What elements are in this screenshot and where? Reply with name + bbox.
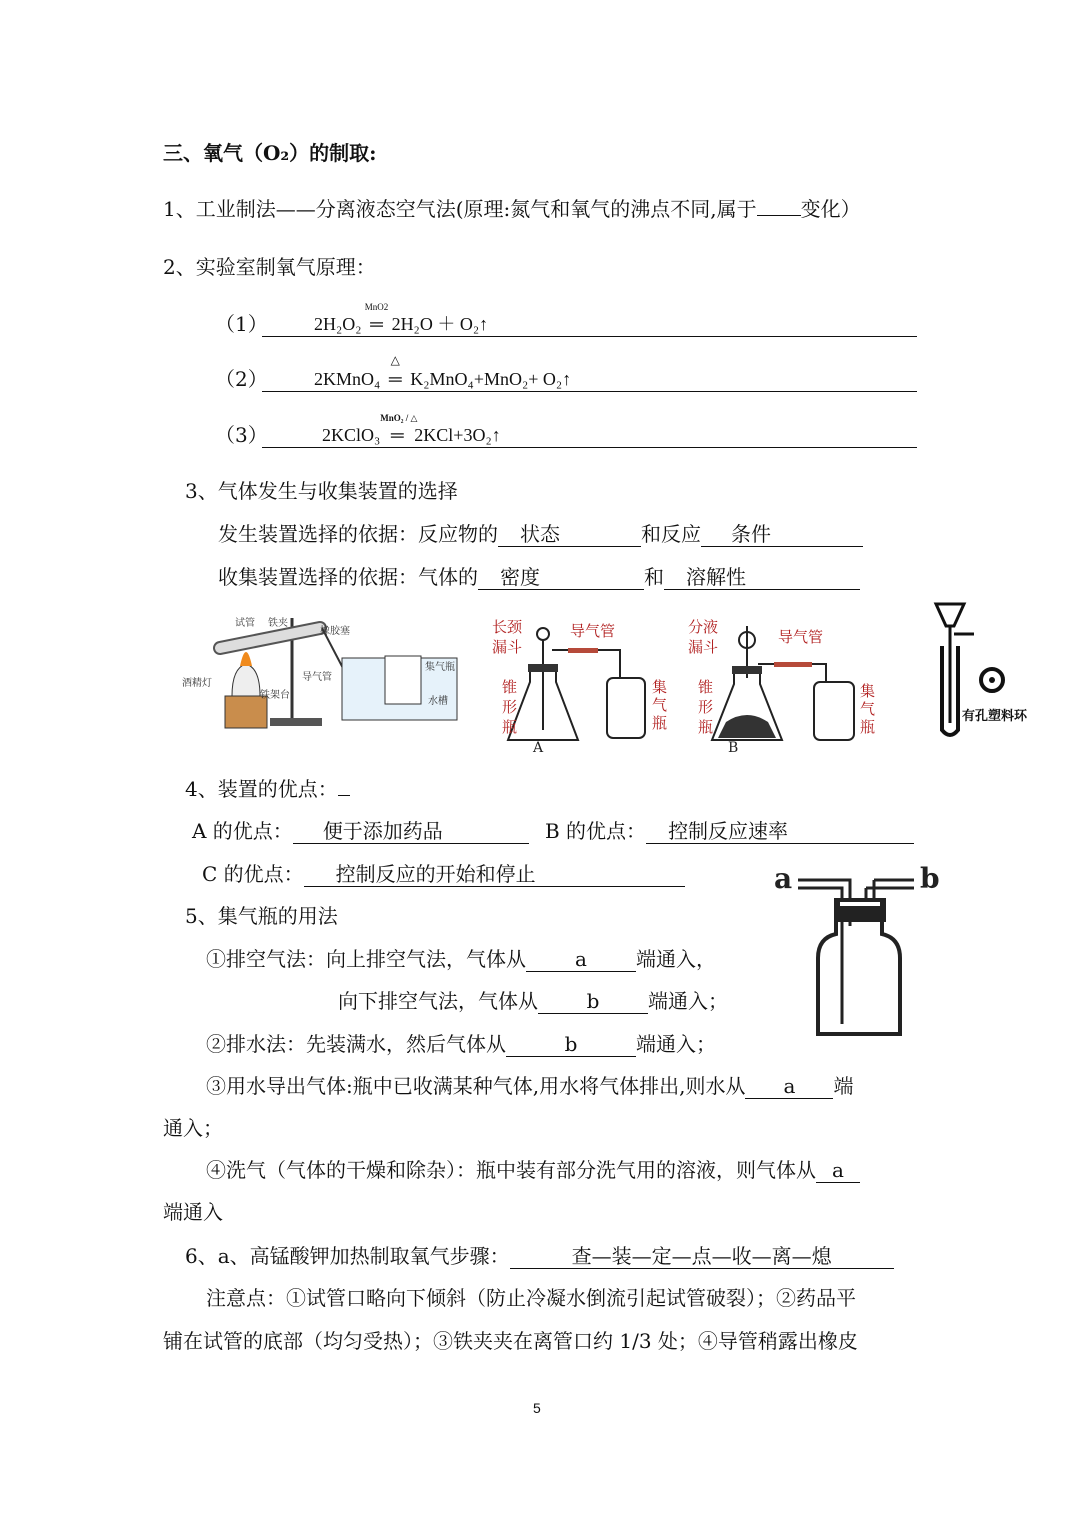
collector-answer-1: 密度: [478, 565, 644, 590]
generator-answer-2: 条件: [701, 522, 863, 547]
gas-washing-method: ④洗气（气体的干燥和除杂）：瓶中装有部分洗气用的溶液，则气体从 a: [206, 1158, 860, 1183]
industrial-method-blank: [757, 215, 801, 216]
label-a-funnel-2: 漏斗: [492, 638, 523, 656]
advantage-a: A 的优点： 便于添加药品: [192, 819, 529, 844]
label-c-ring: 有孔塑料环: [962, 709, 1028, 724]
label-b-jar-2: 气: [860, 700, 876, 718]
label-a-tube: 导气管: [570, 622, 616, 640]
downward-air-answer: b: [538, 989, 648, 1014]
water-displacement-method: ②排水法：先装满水，然后气体从 b 端通入；: [206, 1032, 716, 1056]
label-stand: 铁架台: [260, 690, 290, 701]
gas-washing-answer: a: [816, 1158, 860, 1183]
s3-title: 3、气体发生与收集装置的选择: [185, 479, 458, 503]
water-displacement-answer: b: [506, 1032, 636, 1057]
heating-apparatus-figure: [180, 608, 465, 733]
section-title: 三、氧气（O₂）的制取:: [163, 141, 377, 165]
label-a: A: [533, 740, 544, 756]
s4-title: 4、装置的优点：: [185, 777, 350, 801]
upward-air-method: ①排空气法：向上排空气法，气体从 a 端通入，: [206, 947, 716, 971]
apparatus-c-figure: [930, 598, 1030, 743]
label-a-funnel-1: 长颈: [492, 618, 523, 636]
equation-3: [262, 413, 917, 448]
label-a-jar-2: 气: [652, 696, 668, 714]
label-gas-jar: 集气瓶: [425, 662, 455, 673]
equation-2-lhs: 2KMnO₄: [314, 369, 381, 389]
gas-bottle-figure: [770, 858, 950, 1048]
label-b-funnel-1: 分液: [688, 618, 719, 636]
bottle-end-a: a: [774, 862, 793, 895]
notes-line-2: 铺在试管的底部（均匀受热）；③铁夹夹在离管口约 1/3 处；④导管稍露出橡皮: [163, 1329, 858, 1353]
label-a-flask-2: 形: [502, 698, 518, 716]
label-b-jar-1: 集: [860, 682, 876, 700]
label-clamp: 铁夹: [268, 618, 288, 629]
label-b-flask-3: 瓶: [698, 718, 714, 736]
industrial-method-tail: 变化）: [800, 197, 861, 221]
advantage-b-answer: 控制反应速率: [646, 819, 914, 844]
equation-3-lhs: 2KClO₃: [322, 425, 381, 445]
label-a-flask-3: 瓶: [502, 718, 518, 736]
industrial-method-text: 1、工业制法——分离液态空气法(原理:氮气和氧气的沸点不同,属于: [163, 197, 757, 221]
page-number: 5: [533, 1400, 541, 1416]
equation-1-rhs: 2H₂O ＋ O₂↑: [391, 314, 489, 334]
advantage-a-answer: 便于添加药品: [293, 819, 529, 844]
label-tube: 试管: [235, 618, 255, 629]
gas-washing-continued: 端通入: [163, 1200, 223, 1224]
label-b-jar-3: 瓶: [860, 718, 876, 736]
advantage-c: C 的优点： 控制反应的开始和停止: [202, 862, 685, 887]
label-b-funnel-2: 漏斗: [688, 638, 719, 656]
equation-3-rhs: 2KCl+3O₂↑: [414, 425, 501, 445]
equation-1-lhs: 2H₂O₂: [314, 314, 362, 334]
apparatus-a-figure: [490, 612, 680, 757]
generator-basis: 发生装置选择的依据：反应物的 状态 和反应 条件: [218, 522, 863, 547]
advantage-c-answer: 控制反应的开始和停止: [304, 862, 685, 887]
advantage-b: B 的优点： 控制反应速率: [545, 819, 914, 844]
equation-1-condition: MnO2 ═: [364, 302, 389, 334]
label-b-tube: 导气管: [778, 628, 824, 646]
label-stopper: 橡胶塞: [320, 626, 350, 637]
label-a-jar-1: 集: [652, 678, 668, 696]
equation-1: [262, 302, 917, 337]
equation-2-number: （2）: [215, 367, 268, 391]
downward-air-method: 向下排空气法，气体从 b 端通入；: [338, 989, 728, 1013]
label-trough: 水槽: [428, 696, 448, 707]
label-b-flask-2: 形: [698, 698, 714, 716]
label-a-flask-1: 锥: [502, 678, 518, 696]
industrial-method-line: [163, 197, 861, 221]
label-lamp: 酒精灯: [182, 678, 212, 689]
equation-2-condition: △ ═: [388, 353, 402, 389]
label-delivery-tube: 导气管: [302, 672, 332, 683]
equation-3-condition: MnO₂ / △ ═: [380, 413, 418, 445]
equation-1-number: （1）: [215, 312, 268, 336]
equation-3-number: （3）: [215, 423, 268, 447]
collector-basis: 收集装置选择的依据：气体的 密度 和 溶解性: [218, 565, 860, 590]
s6-title: 6、a、高锰酸钾加热制取氧气步骤： 查—装—定—点—收—离—熄: [185, 1244, 894, 1269]
notes-line-1: 注意点：①试管口略向下倾斜（防止冷凝水倒流引起试管破裂）；②药品平: [206, 1286, 856, 1310]
equation-2: [262, 353, 917, 392]
lab-principle-heading: 2、实验室制氧气原理：: [163, 255, 376, 279]
s6-steps-answer: 查—装—定—点—收—离—熄: [510, 1244, 894, 1269]
collector-answer-2: 溶解性: [664, 565, 860, 590]
label-b-flask-1: 锥: [698, 678, 714, 696]
generator-answer-1: 状态: [498, 522, 641, 547]
upward-air-answer: a: [526, 947, 636, 972]
equation-2-rhs: K₂MnO₄+MnO₂+ O₂↑: [410, 369, 572, 389]
apparatus-b-figure: [686, 612, 886, 757]
label-b: B: [728, 740, 739, 756]
water-out-continued: 通入；: [163, 1116, 223, 1140]
s5-title: 5、集气瓶的用法: [185, 904, 338, 928]
water-out-method: ③用水导出气体:瓶中已收满某种气体,用水将气体排出,则水从 a 端: [206, 1074, 854, 1098]
bottle-end-b: b: [920, 862, 940, 895]
label-a-jar-3: 瓶: [652, 714, 668, 732]
water-out-answer: a: [745, 1074, 833, 1099]
